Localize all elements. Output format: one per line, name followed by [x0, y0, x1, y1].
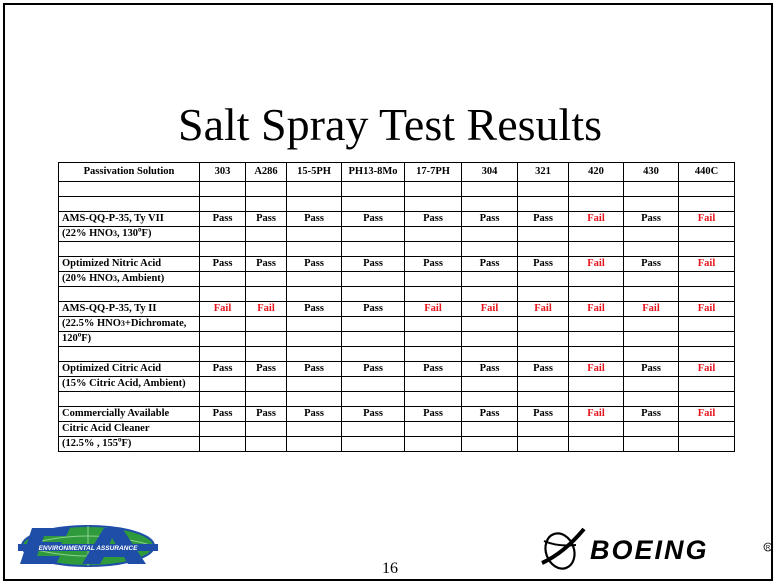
empty-cell	[462, 272, 518, 287]
table-row	[59, 437, 735, 452]
empty-cell	[518, 272, 569, 287]
empty-cell	[287, 347, 342, 362]
empty-cell	[679, 197, 735, 212]
empty-cell	[462, 347, 518, 362]
empty-cell	[405, 272, 462, 287]
result-cell: Fail	[679, 302, 735, 317]
empty-cell	[405, 242, 462, 257]
solution-label: AMS-QQ-P-35, Ty VII	[59, 212, 200, 227]
solution-label: Optimized Nitric Acid	[59, 257, 200, 272]
empty-cell	[287, 182, 342, 197]
empty-cell	[569, 242, 624, 257]
empty-cell	[287, 377, 342, 392]
empty-cell	[287, 287, 342, 302]
result-cell: Fail	[569, 362, 624, 377]
empty-cell	[342, 422, 405, 437]
empty-cell	[342, 332, 405, 347]
table-row	[59, 257, 735, 272]
empty-cell	[200, 422, 246, 437]
empty-cell	[518, 242, 569, 257]
empty-cell	[246, 332, 287, 347]
empty-cell	[200, 287, 246, 302]
empty-cell	[200, 332, 246, 347]
result-cell: Fail	[200, 302, 246, 317]
empty-cell	[342, 437, 405, 452]
empty-cell	[624, 227, 679, 242]
empty-cell	[518, 332, 569, 347]
empty-cell	[59, 182, 200, 197]
result-cell: Pass	[246, 212, 287, 227]
empty-cell	[569, 197, 624, 212]
result-cell: Pass	[342, 362, 405, 377]
result-cell: Pass	[200, 407, 246, 422]
empty-cell	[624, 377, 679, 392]
spacer-row	[59, 197, 735, 212]
empty-cell	[569, 422, 624, 437]
empty-cell	[405, 392, 462, 407]
boeing-logo	[540, 525, 776, 575]
empty-cell	[246, 287, 287, 302]
result-cell: Pass	[246, 362, 287, 377]
result-cell: Fail	[569, 302, 624, 317]
empty-cell	[679, 377, 735, 392]
empty-cell	[287, 197, 342, 212]
empty-cell	[569, 347, 624, 362]
table-row	[59, 227, 735, 242]
result-cell: Pass	[624, 362, 679, 377]
header-alloy: 303	[200, 163, 246, 182]
empty-cell	[405, 197, 462, 212]
result-cell: Pass	[624, 257, 679, 272]
empty-cell	[287, 272, 342, 287]
result-cell: Pass	[405, 257, 462, 272]
header-alloy: 420	[569, 163, 624, 182]
empty-cell	[518, 422, 569, 437]
empty-cell	[246, 272, 287, 287]
empty-cell	[569, 317, 624, 332]
empty-cell	[624, 332, 679, 347]
empty-cell	[246, 377, 287, 392]
empty-cell	[200, 437, 246, 452]
empty-cell	[462, 437, 518, 452]
empty-cell	[518, 347, 569, 362]
result-cell: Pass	[287, 407, 342, 422]
result-cell: Pass	[287, 257, 342, 272]
empty-cell	[287, 317, 342, 332]
empty-cell	[200, 272, 246, 287]
empty-cell	[569, 392, 624, 407]
header-alloy: 17-7PH	[405, 163, 462, 182]
header-alloy: 430	[624, 163, 679, 182]
header-alloy: 321	[518, 163, 569, 182]
result-cell: Fail	[569, 212, 624, 227]
result-cell: Pass	[200, 257, 246, 272]
header-alloy: 304	[462, 163, 518, 182]
empty-cell	[462, 287, 518, 302]
empty-cell	[624, 182, 679, 197]
empty-cell	[200, 347, 246, 362]
empty-cell	[342, 227, 405, 242]
empty-cell	[246, 347, 287, 362]
empty-cell	[462, 422, 518, 437]
empty-cell	[342, 347, 405, 362]
empty-cell	[246, 182, 287, 197]
empty-cell	[200, 317, 246, 332]
table-row	[59, 407, 735, 422]
empty-cell	[679, 392, 735, 407]
result-cell: Pass	[462, 257, 518, 272]
result-cell: Fail	[518, 302, 569, 317]
result-cell: Pass	[518, 362, 569, 377]
header-alloy: 15-5PH	[287, 163, 342, 182]
empty-cell	[246, 227, 287, 242]
empty-cell	[518, 392, 569, 407]
empty-cell	[200, 377, 246, 392]
empty-cell	[287, 242, 342, 257]
empty-cell	[405, 182, 462, 197]
empty-cell	[287, 332, 342, 347]
table-row	[59, 212, 735, 227]
empty-cell	[405, 347, 462, 362]
spacer-row	[59, 287, 735, 302]
ea-logo-text: ENVIRONMENTAL ASSURANCE	[38, 545, 138, 552]
empty-cell	[624, 197, 679, 212]
empty-cell	[405, 422, 462, 437]
empty-cell	[200, 242, 246, 257]
result-cell: Fail	[679, 362, 735, 377]
empty-cell	[679, 422, 735, 437]
table-row	[59, 362, 735, 377]
empty-cell	[569, 377, 624, 392]
empty-cell	[246, 392, 287, 407]
empty-cell	[569, 332, 624, 347]
result-cell: Fail	[569, 257, 624, 272]
empty-cell	[624, 437, 679, 452]
result-cell: Fail	[624, 302, 679, 317]
empty-cell	[59, 197, 200, 212]
result-cell: Fail	[679, 212, 735, 227]
empty-cell	[200, 182, 246, 197]
empty-cell	[679, 227, 735, 242]
solution-label: (12.5% , 155$^o$F)	[59, 437, 200, 452]
empty-cell	[679, 437, 735, 452]
solution-label: (22% HNO3, 130$^o$F)	[59, 227, 200, 242]
empty-cell	[462, 182, 518, 197]
spacer-row	[59, 242, 735, 257]
spacer-row	[59, 392, 735, 407]
spacer-row	[59, 182, 735, 197]
result-cell: Pass	[200, 212, 246, 227]
result-cell: Pass	[287, 362, 342, 377]
empty-cell	[624, 317, 679, 332]
result-cell: Pass	[518, 407, 569, 422]
environmental-assurance-logo	[14, 524, 162, 568]
header-passivation-solution: Passivation Solution	[59, 163, 200, 182]
result-cell: Fail	[246, 302, 287, 317]
table-row	[59, 332, 735, 347]
empty-cell	[287, 437, 342, 452]
table-row	[59, 422, 735, 437]
empty-cell	[569, 287, 624, 302]
result-cell: Fail	[679, 407, 735, 422]
empty-cell	[59, 392, 200, 407]
empty-cell	[246, 242, 287, 257]
empty-cell	[405, 317, 462, 332]
empty-cell	[200, 227, 246, 242]
result-cell: Pass	[342, 212, 405, 227]
solution-label: 120$^o$F)	[59, 332, 200, 347]
header-alloy: A286	[246, 163, 287, 182]
empty-cell	[624, 422, 679, 437]
solution-label: Commercially Available	[59, 407, 200, 422]
table-row	[59, 302, 735, 317]
table-row	[59, 272, 735, 287]
result-cell: Fail	[569, 407, 624, 422]
result-cell: Pass	[405, 362, 462, 377]
result-cell: Pass	[462, 212, 518, 227]
page-number: 16	[382, 560, 398, 577]
empty-cell	[59, 347, 200, 362]
empty-cell	[405, 227, 462, 242]
table-row	[59, 377, 735, 392]
result-cell: Fail	[462, 302, 518, 317]
empty-cell	[624, 347, 679, 362]
result-cell: Pass	[342, 302, 405, 317]
slide-title: Salt Spray Test Results	[178, 99, 602, 150]
empty-cell	[342, 197, 405, 212]
empty-cell	[462, 332, 518, 347]
result-cell: Pass	[405, 212, 462, 227]
empty-cell	[287, 392, 342, 407]
empty-cell	[462, 242, 518, 257]
empty-cell	[287, 227, 342, 242]
empty-cell	[569, 227, 624, 242]
empty-cell	[342, 287, 405, 302]
solution-label: (15% Citric Acid, Ambient)	[59, 377, 200, 392]
spacer-row	[59, 347, 735, 362]
empty-cell	[679, 242, 735, 257]
empty-cell	[518, 377, 569, 392]
result-cell: Pass	[246, 257, 287, 272]
empty-cell	[405, 332, 462, 347]
empty-cell	[679, 317, 735, 332]
empty-cell	[624, 272, 679, 287]
empty-cell	[462, 317, 518, 332]
empty-cell	[342, 182, 405, 197]
svg-text:R: R	[765, 545, 771, 552]
result-cell: Pass	[200, 362, 246, 377]
empty-cell	[624, 287, 679, 302]
empty-cell	[200, 197, 246, 212]
header-alloy: PH13-8Mo	[342, 163, 405, 182]
empty-cell	[518, 437, 569, 452]
empty-cell	[462, 197, 518, 212]
header-alloy: 440C	[679, 163, 735, 182]
empty-cell	[679, 272, 735, 287]
empty-cell	[342, 392, 405, 407]
empty-cell	[679, 287, 735, 302]
result-cell: Fail	[405, 302, 462, 317]
empty-cell	[405, 377, 462, 392]
table-header-row	[59, 163, 735, 182]
empty-cell	[246, 317, 287, 332]
empty-cell	[679, 182, 735, 197]
empty-cell	[342, 317, 405, 332]
empty-cell	[518, 182, 569, 197]
result-cell: Pass	[624, 212, 679, 227]
result-cell: Pass	[342, 407, 405, 422]
empty-cell	[518, 197, 569, 212]
empty-cell	[569, 437, 624, 452]
empty-cell	[624, 392, 679, 407]
empty-cell	[287, 422, 342, 437]
empty-cell	[679, 332, 735, 347]
result-cell: Pass	[287, 302, 342, 317]
empty-cell	[342, 242, 405, 257]
result-cell: Pass	[518, 212, 569, 227]
result-cell: Pass	[405, 407, 462, 422]
empty-cell	[679, 347, 735, 362]
solution-label: AMS-QQ-P-35, Ty II	[59, 302, 200, 317]
empty-cell	[246, 197, 287, 212]
table-row	[59, 317, 735, 332]
empty-cell	[518, 227, 569, 242]
empty-cell	[624, 242, 679, 257]
empty-cell	[342, 272, 405, 287]
empty-cell	[569, 182, 624, 197]
empty-cell	[246, 437, 287, 452]
empty-cell	[518, 287, 569, 302]
results-table	[58, 162, 735, 452]
empty-cell	[405, 287, 462, 302]
solution-label: (20% HNO3, Ambient)	[59, 272, 200, 287]
empty-cell	[462, 227, 518, 242]
solution-label: Citric Acid Cleaner	[59, 422, 200, 437]
result-cell: Pass	[624, 407, 679, 422]
result-cell: Pass	[462, 407, 518, 422]
empty-cell	[462, 392, 518, 407]
empty-cell	[59, 242, 200, 257]
empty-cell	[405, 437, 462, 452]
empty-cell	[569, 272, 624, 287]
empty-cell	[462, 377, 518, 392]
empty-cell	[518, 317, 569, 332]
solution-label: (22.5% HNO3+Dichromate,	[59, 317, 200, 332]
empty-cell	[342, 377, 405, 392]
result-cell: Pass	[518, 257, 569, 272]
empty-cell	[59, 287, 200, 302]
empty-cell	[246, 422, 287, 437]
result-cell: Pass	[342, 257, 405, 272]
result-cell: Fail	[679, 257, 735, 272]
boeing-wordmark: BOEING	[590, 535, 709, 565]
result-cell: Pass	[246, 407, 287, 422]
result-cell: Pass	[462, 362, 518, 377]
result-cell: Pass	[287, 212, 342, 227]
empty-cell	[200, 392, 246, 407]
solution-label: Optimized Citric Acid	[59, 362, 200, 377]
